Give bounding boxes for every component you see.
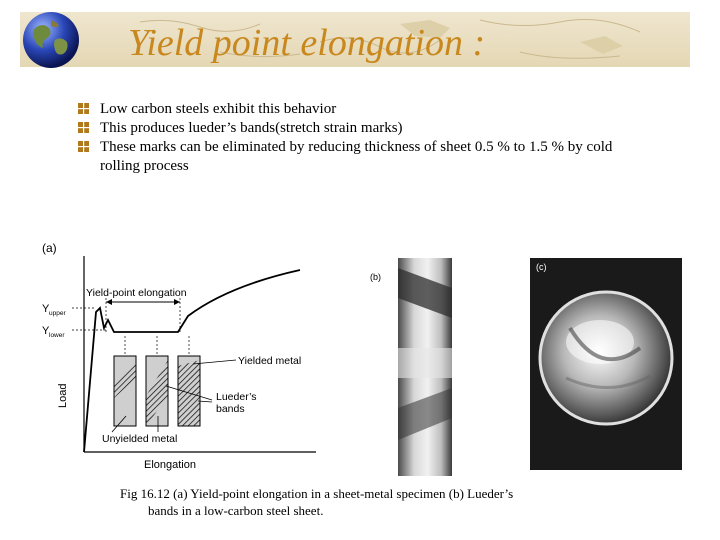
lueder-label-2: bands xyxy=(216,403,245,415)
unyielded-metal-label: Unyielded metal xyxy=(102,433,178,445)
specimen-2 xyxy=(146,356,168,426)
figure-c-cup-photo xyxy=(530,258,682,470)
y-lower-label: Y xyxy=(42,325,50,337)
panel-label-a: (a) xyxy=(42,241,57,255)
bullet-item xyxy=(78,119,648,138)
bullet-text: This produces lueder’s bands(stretch strain marks) xyxy=(100,120,403,136)
globe-icon xyxy=(21,10,81,70)
figure-caption xyxy=(120,485,620,519)
yield-point-elongation-label: Yield-point elongation xyxy=(86,287,187,299)
figure-a-yield-diagram xyxy=(38,236,320,472)
figure-b-sheet-photo xyxy=(368,258,456,476)
bullet-list xyxy=(78,100,648,176)
lueder-label-1: Lueder’s xyxy=(216,391,257,403)
bullet-item xyxy=(78,100,648,119)
y-lower-sub: lower xyxy=(49,332,65,339)
specimen-1 xyxy=(114,356,136,426)
bullet-icon xyxy=(78,103,89,114)
caption-line-2: bands in a low-carbon steel sheet. xyxy=(148,503,324,518)
caption-line-1: Fig 16.12 (a) Yield-point elongation in a sheet-metal specimen (b) Lueder’s xyxy=(120,486,514,501)
panel-label-c: (c) xyxy=(536,262,547,272)
slide-title: Yield point elongation : xyxy=(128,22,486,64)
x-axis-label: Elongation xyxy=(144,459,196,471)
y-upper-label: Y xyxy=(42,303,50,315)
bullet-text: Low carbon steels exhibit this behavior xyxy=(100,101,337,117)
yielded-metal-label: Yielded metal xyxy=(238,355,302,367)
bullet-item xyxy=(78,138,648,176)
panel-label-b: (b) xyxy=(370,272,381,282)
bullet-icon xyxy=(78,122,89,133)
y-axis-label: Load xyxy=(57,383,69,408)
y-upper-sub: upper xyxy=(49,310,66,317)
bullet-icon xyxy=(78,141,89,152)
bullet-text: These marks can be eliminated by reducing thickness of sheet 0.5 % to 1.5 % by cold rolling process xyxy=(100,139,613,174)
